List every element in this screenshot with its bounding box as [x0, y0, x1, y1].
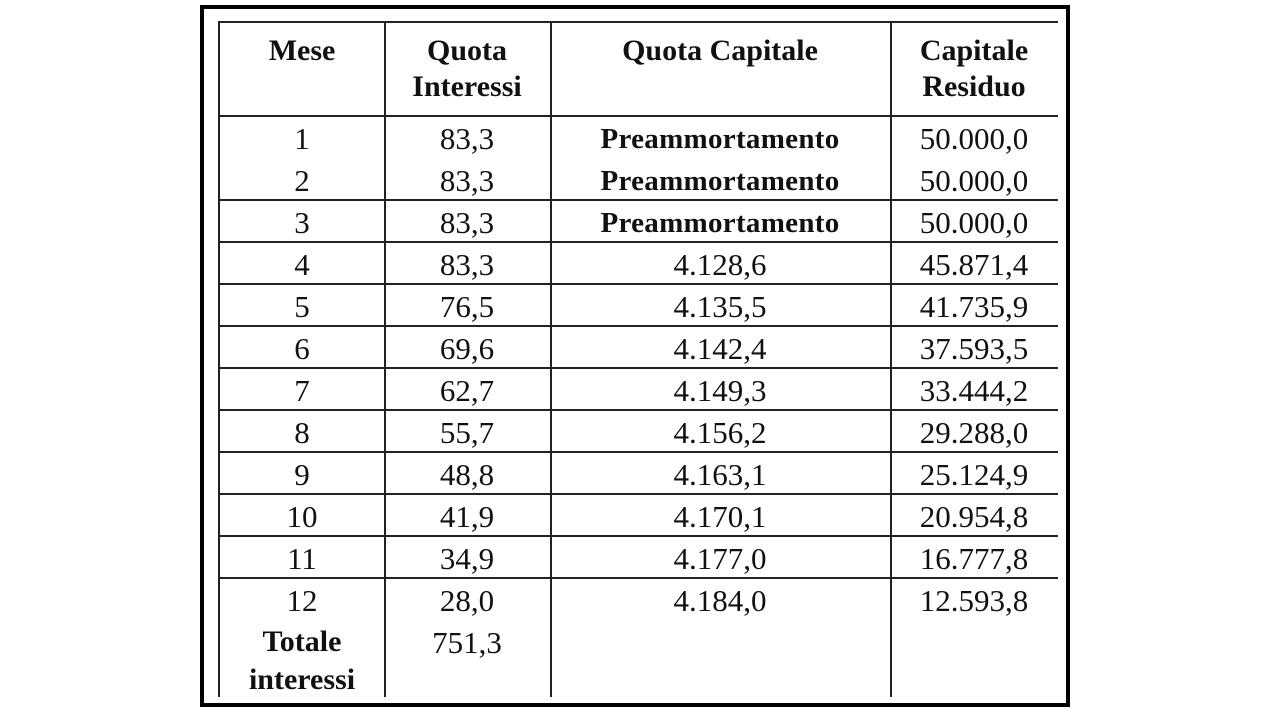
cell-quota-capitale: Preammortamento [600, 123, 840, 155]
cell-quota-capitale: 4.149,3 [673, 373, 767, 408]
cell-quota-capitale: 4.184,0 [673, 583, 767, 618]
cell-capitale-residuo: 20.954,8 [919, 499, 1029, 534]
cell-capitale-residuo: 16.777,8 [919, 541, 1029, 576]
cell-capitale-residuo: 45.871,4 [919, 247, 1029, 282]
total-label-line1: Totale [262, 625, 342, 658]
cell-mese: 8 [294, 415, 310, 450]
cell-quota-capitale: 4.170,1 [673, 499, 767, 534]
cell-quota-capitale: 4.142,4 [673, 331, 767, 366]
cell-quota-capitale: 4.128,6 [673, 247, 767, 282]
cell-quota-interessi: 83,3 [439, 163, 495, 198]
cell-mese: 12 [286, 583, 318, 618]
cell-capitale-residuo: 37.593,5 [919, 331, 1029, 366]
cell-capitale-residuo: 41.735,9 [919, 289, 1029, 324]
header-mese: Mese [268, 34, 336, 67]
cell-quota-interessi: 69,6 [439, 331, 495, 366]
cell-capitale-residuo: 12.593,8 [919, 583, 1029, 618]
cell-mese: 4 [294, 247, 310, 282]
total-interessi-value: 751,3 [432, 625, 502, 660]
cell-quota-capitale: Preammortamento [600, 165, 840, 197]
cell-quota-interessi: 34,9 [439, 541, 495, 576]
cell-mese: 7 [294, 373, 310, 408]
cell-mese: 6 [294, 331, 310, 366]
total-label-line2: interessi [248, 663, 356, 696]
cell-quota-interessi: 83,3 [439, 205, 495, 240]
cell-mese: 10 [286, 499, 318, 534]
table-top-rule [220, 21, 1058, 23]
cell-capitale-residuo: 33.444,2 [919, 373, 1029, 408]
table-frame [200, 5, 1070, 707]
cell-capitale-residuo: 50.000,0 [919, 163, 1029, 198]
cell-quota-capitale: 4.177,0 [673, 541, 767, 576]
cell-capitale-residuo: 29.288,0 [919, 415, 1029, 450]
cell-mese: 2 [294, 163, 310, 198]
header-quota-interessi-line2: Interessi [412, 70, 522, 103]
cell-mese: 1 [294, 121, 310, 156]
cell-quota-interessi: 83,3 [439, 121, 495, 156]
cell-quota-interessi: 83,3 [439, 247, 495, 282]
cell-mese: 11 [287, 541, 317, 576]
header-quota-capitale: Quota Capitale [622, 34, 818, 67]
cell-mese: 9 [294, 457, 310, 492]
header-capitale-residuo-line1: Capitale [919, 34, 1029, 67]
cell-capitale-residuo: 50.000,0 [919, 205, 1029, 240]
cell-quota-capitale: 4.156,2 [673, 415, 767, 450]
cell-quota-interessi: 62,7 [439, 373, 495, 408]
cell-quota-interessi: 28,0 [439, 583, 495, 618]
amortization-table [218, 21, 1058, 697]
cell-mese: 3 [294, 205, 310, 240]
cell-quota-interessi: 41,9 [439, 499, 495, 534]
cell-quota-capitale: 4.163,1 [673, 457, 767, 492]
cell-quota-interessi: 76,5 [439, 289, 495, 324]
cell-quota-capitale: 4.135,5 [673, 289, 767, 324]
cell-quota-capitale: Preammortamento [600, 207, 840, 239]
cell-capitale-residuo: 25.124,9 [919, 457, 1029, 492]
cell-mese: 5 [294, 289, 310, 324]
cell-quota-interessi: 55,7 [439, 415, 495, 450]
header-capitale-residuo-line2: Residuo [922, 70, 1026, 103]
cell-capitale-residuo: 50.000,0 [919, 121, 1029, 156]
cell-quota-interessi: 48,8 [439, 457, 495, 492]
header-quota-interessi-line1: Quota [426, 34, 507, 67]
